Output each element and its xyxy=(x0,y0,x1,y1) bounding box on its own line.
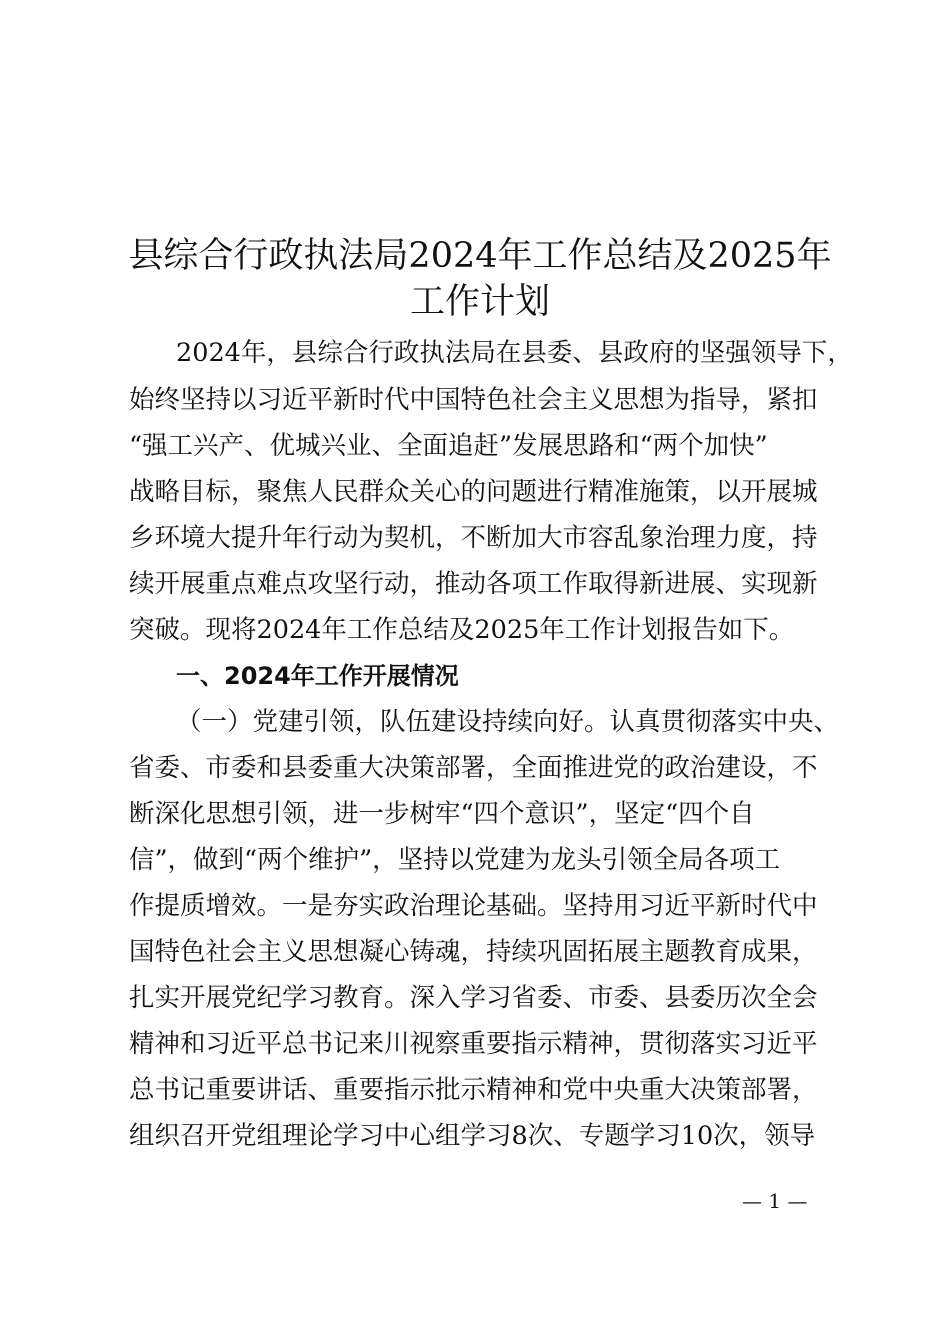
intro-paragraph-line: 突破。现将2024年工作总结及2025年工作计划报告如下。 xyxy=(129,615,795,645)
section-paragraph-line: 信”，做到“两个维护”，坚持以党建为龙头引领全局各项工 xyxy=(129,845,781,875)
intro-paragraph-line: 续开展重点难点攻坚行动，推动各项工作取得新进展、实现新 xyxy=(129,569,818,599)
document-title-line-2: 工作计划 xyxy=(409,282,550,322)
intro-paragraph-line: 战略目标，聚焦人民群众关心的问题进行精准施策，以开展城 xyxy=(129,477,818,507)
section-paragraph-line: 组织召开党组理论学习中心组学习8次、专题学习10次，领导 xyxy=(129,1121,816,1151)
section-paragraph-line: 国特色社会主义思想凝心铸魂，持续巩固拓展主题教育成果， xyxy=(129,937,818,967)
section-paragraph-line: 扎实开展党纪学习教育。深入学习省委、市委、县委历次全会 xyxy=(129,983,818,1013)
section-paragraph-line: 作提质增效。一是夯实政治理论基础。坚持用习近平新时代中 xyxy=(129,891,818,921)
section-paragraph-line: 总书记重要讲话、重要指示批示精神和党中央重大决策部署， xyxy=(129,1075,818,1105)
section-paragraph-line: 断深化思想引领，进一步树牢“四个意识”，坚定“四个自 xyxy=(129,799,755,829)
intro-paragraph-line: 始终坚持以习近平新时代中国特色社会主义思想为指导，紧扣 xyxy=(129,385,818,415)
intro-paragraph-line: 乡环境大提升年行动为契机，不断加大市容乱象治理力度，持 xyxy=(129,523,818,553)
intro-paragraph-line: 2024年，县综合行政执法局在县委、县政府的坚强领导下， xyxy=(176,338,853,368)
section-paragraph-line: （一）党建引领，队伍建设持续向好。认真贯彻落实中央、 xyxy=(176,707,840,737)
page-number: — 1 — xyxy=(742,1189,808,1213)
section-heading: 一、2024年工作开展情况 xyxy=(176,662,459,690)
section-paragraph-line: 省委、市委和县委重大决策部署，全面推进党的政治建设，不 xyxy=(129,753,818,783)
section-paragraph-line: 精神和习近平总书记来川视察重要指示精神，贯彻落实习近平 xyxy=(129,1029,818,1059)
document-title-line-1: 县综合行政执法局2024年工作总结及2025年 xyxy=(128,236,832,276)
intro-paragraph-line: “强工兴产、优城兴业、全面追赶”发展思路和“两个加快” xyxy=(129,431,768,461)
